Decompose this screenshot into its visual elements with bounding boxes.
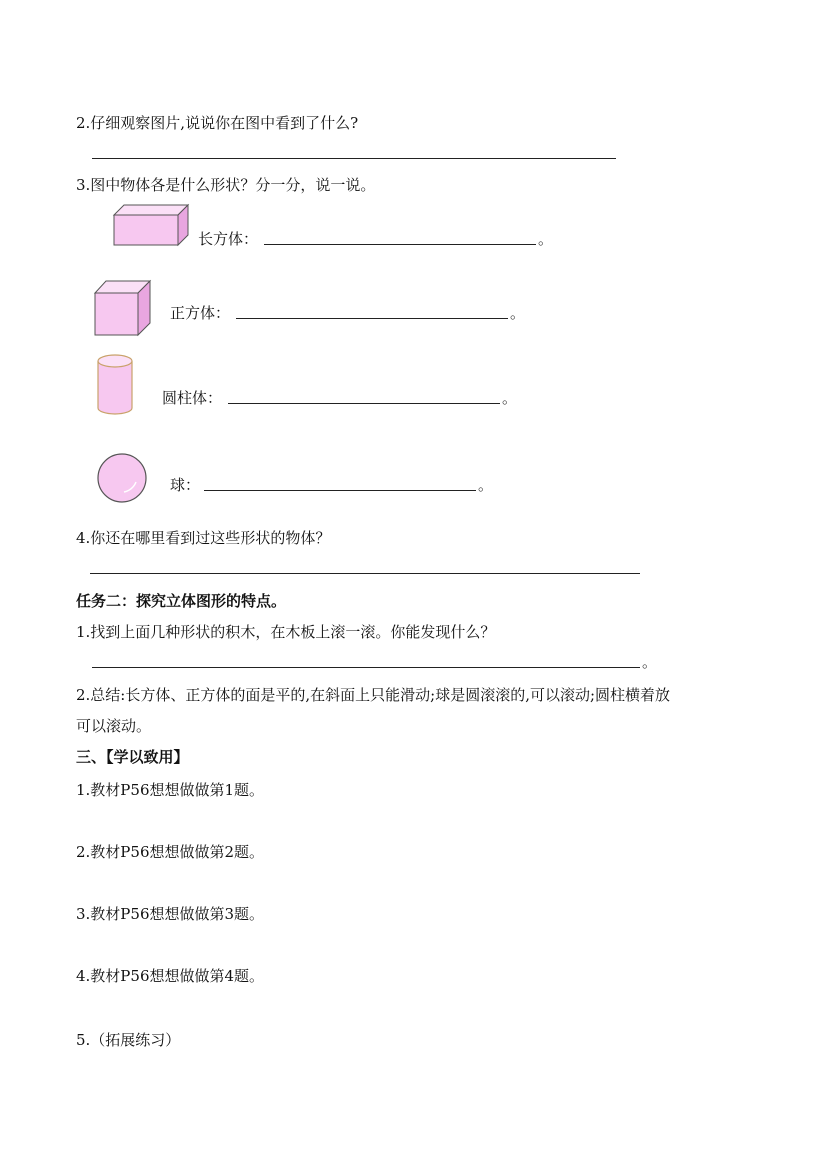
question-3: 3.图中物体各是什么形状？分一分，说一说。: [76, 176, 376, 194]
cylinder-icon: [96, 354, 134, 416]
sphere-period: 。: [478, 476, 494, 494]
exercise-item-1: 1.教材P56想想做做第1题。: [76, 781, 265, 799]
answer-line-cube[interactable]: [236, 318, 508, 319]
cube-label: 正方体：: [170, 304, 231, 322]
answer-line-q4[interactable]: [90, 573, 640, 574]
answer-line-q2[interactable]: [92, 158, 616, 159]
sphere-icon: [96, 452, 148, 504]
answer-line-task2[interactable]: [92, 667, 640, 668]
question-4: 4.你还在哪里看到过这些形状的物体？: [76, 529, 331, 547]
cube-period: 。: [510, 304, 526, 322]
exercise-item-2: 2.教材P56想想做做第2题。: [76, 843, 265, 861]
task2-item-2-line1: 2.总结:长方体、正方体的面是平的,在斜面上只能滑动;球是圆滚滚的,可以滚动;圆柱横着放: [76, 686, 671, 704]
exercise-item-4: 4.教材P56想想做做第4题。: [76, 967, 265, 985]
cube-icon: [94, 280, 152, 336]
question-2: 2.仔细观察图片,说说你在图中看到了什么?: [76, 114, 359, 132]
task2-item-1: 1.找到上面几种形状的积木，在木板上滚一滚。你能发现什么？: [76, 623, 496, 641]
sphere-label: 球：: [170, 476, 201, 494]
cuboid-period: 。: [538, 230, 554, 248]
answer-line-sphere[interactable]: [204, 490, 476, 491]
cuboid-label: 长方体：: [198, 230, 259, 248]
task2-item-1-period: 。: [642, 653, 658, 671]
exercise-item-3: 3.教材P56想想做做第3题。: [76, 905, 265, 923]
exercise-item-5: 5.（拓展练习）: [76, 1031, 181, 1049]
cylinder-label: 圆柱体：: [162, 389, 223, 407]
cylinder-period: 。: [502, 389, 518, 407]
task2-title: 任务二：探究立体图形的特点。: [76, 592, 287, 610]
answer-line-cuboid[interactable]: [264, 244, 536, 245]
task2-item-2-line2: 可以滚动。: [76, 717, 152, 735]
answer-line-cylinder[interactable]: [228, 403, 500, 404]
section3-title: 三、【学以致用】: [76, 748, 189, 766]
cuboid-icon: [112, 204, 190, 246]
